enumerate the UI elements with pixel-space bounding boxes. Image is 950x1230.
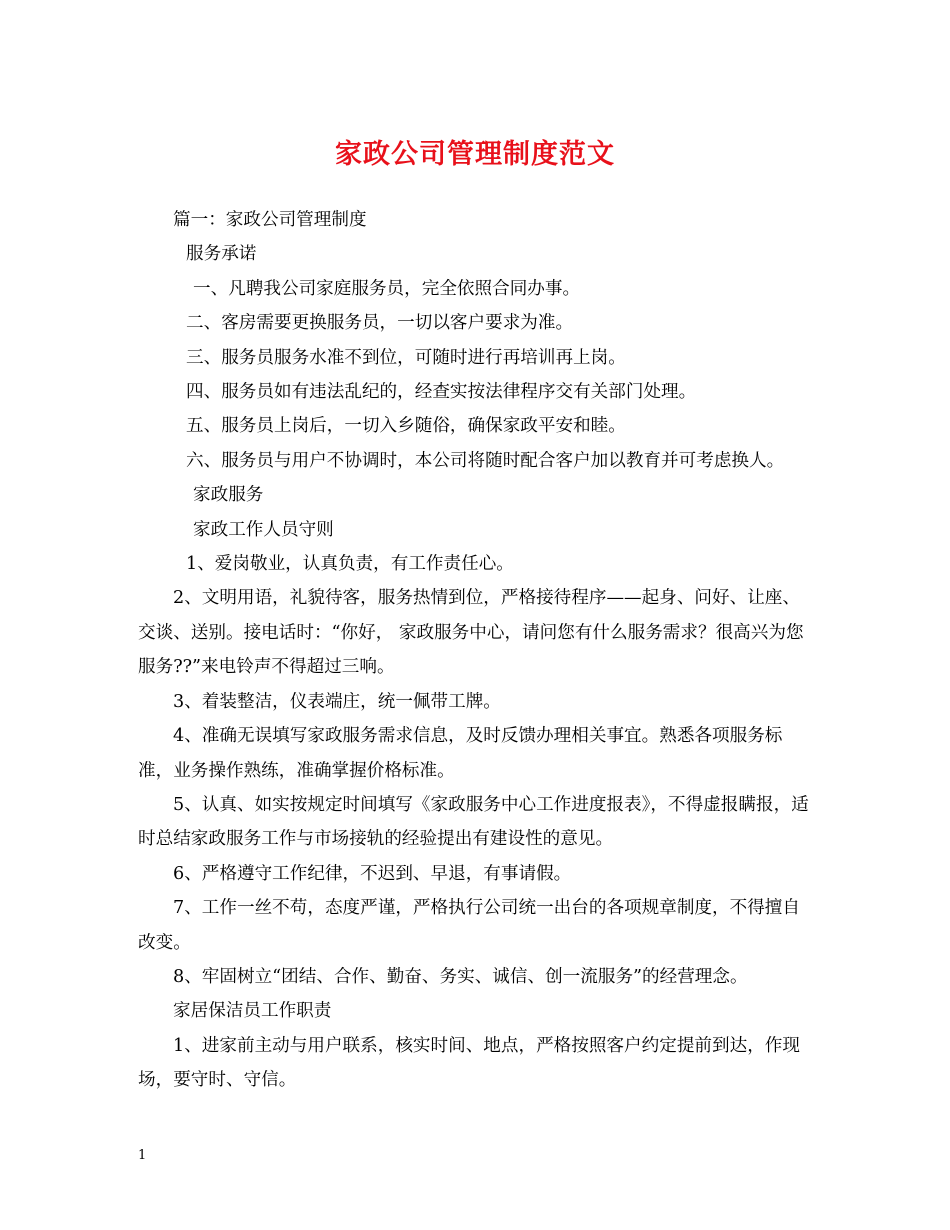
subsection-heading: 家政服务 <box>193 485 264 506</box>
paragraph: 2、文明用语，礼貌待客，服务热情到位，严格接待程序——起身、问好、让座、交谈、送别。接电话时：“你好， 家政服务中心，请问您有什么服务需求？很高兴为您服务??”来电铃声不得超过三响。 <box>138 588 804 678</box>
subsection-heading: 服务承诺 <box>186 244 257 265</box>
paragraph: 五、服务员上岗后，一切入乡随俗，确保家政平安和睦。 <box>186 416 626 437</box>
paragraph: 1、进家前主动与用户联系，核实时间、地点，严格按照客户约定提前到达，作现场，要守时、守信。 <box>138 1035 800 1091</box>
subsection-heading: 家居保洁员工作职责 <box>173 1001 332 1022</box>
page-number: 1 <box>138 1148 147 1163</box>
subsection-heading: 家政工作人员守则 <box>193 519 334 540</box>
paragraph: 四、服务员如有违法乱纪的，经查实按法律程序交有关部门处理。 <box>186 382 697 403</box>
document-body <box>138 203 816 1098</box>
paragraph: 6、严格遵守工作纪律，不迟到、早退，有事请假。 <box>173 863 572 884</box>
document-title: 家政公司管理制度范文 <box>335 139 615 170</box>
section-heading: 篇一：家政公司管理制度 <box>173 210 367 230</box>
paragraph: 六、服务员与用户不协调时，本公司将随时配合客户加以教育并可考虑换人。 <box>186 450 785 471</box>
paragraph: 1、爱岗敬业，认真负责，有工作责任心。 <box>186 554 514 575</box>
paragraph: 7、工作一丝不苟，态度严谨，严格执行公司统一出台的各项规章制度，不得擅自改变。 <box>138 898 800 953</box>
paragraph: 一、凡聘我公司家庭服务员，完全依照合同办事。 <box>193 278 581 299</box>
paragraph: 8、牢固树立“团结、合作、勤奋、务实、诚信、创一流服务”的经营理念。 <box>173 966 748 987</box>
paragraph: 5、认真、如实按规定时间填写《家政服务中心工作进度报表》，不得虚报瞒报，适时总结家政服务工作与市场接轨的经验提出有建设性的意见。 <box>138 794 809 850</box>
paragraph: 二、客房需要更换服务员，一切以客户要求为准。 <box>186 313 574 334</box>
paragraph: 3、着装整洁，仪表端庄，统一佩带工牌。 <box>173 691 501 712</box>
paragraph: 三、服务员服务水准不到位，可随时进行再培训再上岗。 <box>186 347 626 368</box>
paragraph: 4、准确无误填写家政服务需求信息，及时反馈办理相关事宜。熟悉各项服务标准，业务操作熟练，准确掌握价格标准。 <box>138 726 783 781</box>
